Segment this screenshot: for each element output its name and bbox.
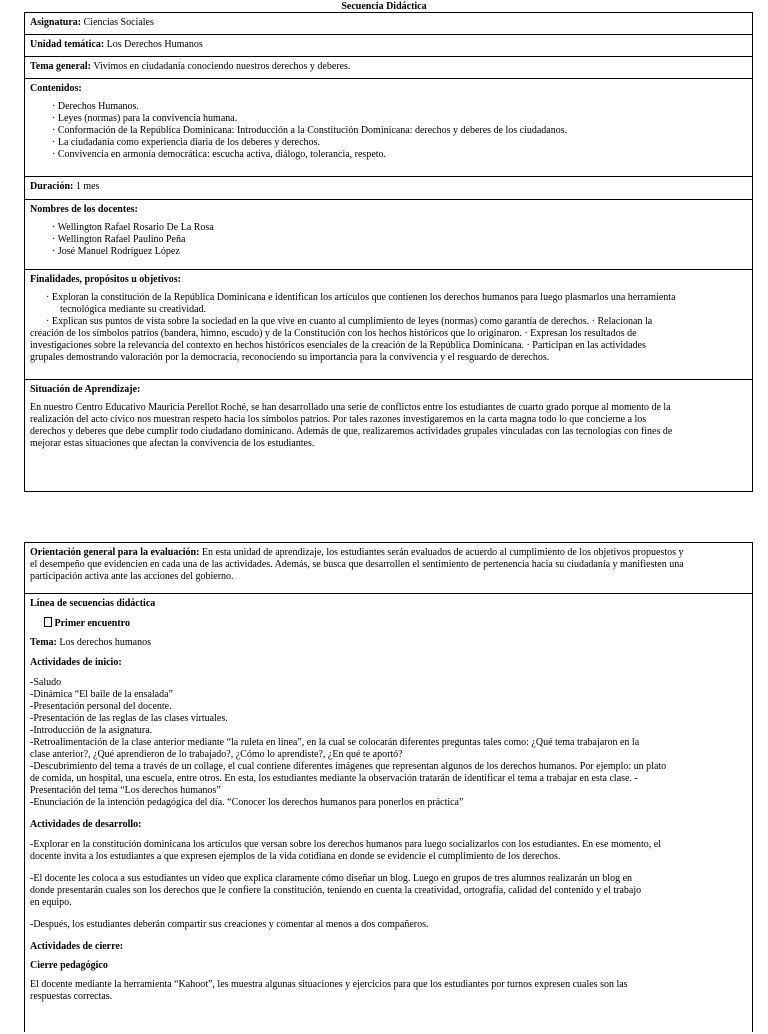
finalidades-line: tecnológica mediante su creatividad.	[60, 304, 207, 315]
list-item: · Wellington Rafael Rosario De La Rosa	[52, 222, 747, 234]
docentes-list	[30, 222, 747, 258]
docentes-label: Nombres de los docentes:	[30, 204, 138, 215]
orientacion-line: participación activa ante las acciones del gobierno.	[30, 571, 234, 582]
inicio-line: -Dinámica “El baile de la ensalada”	[30, 689, 173, 700]
checkbox-icon	[44, 617, 52, 627]
list-item: · Derechos Humanos.	[52, 101, 747, 113]
inicio-line: -Descubrimiento del tema a través de un collage, el cual contiene diferentes imágenes que representan algunos de los derechos humanos. Por ejemplo: un plato	[30, 761, 667, 772]
contenidos-list	[30, 101, 747, 161]
desarrollo-line: donde presentarán cuales son los derechos que le confiere la constitución, teniendo en cuenta la creatividad, ortografía, calidad del contenido y el trabajo	[30, 885, 642, 896]
asignatura-label: Asignatura:	[30, 17, 82, 28]
desarrollo-line: -El docente les coloca a sus estudiantes un video que explica claramente cómo diseñar un blog. Luego en grupos de tres alumnos realizarán un blog en	[30, 873, 633, 884]
desarrollo-line: -Después, los estudiantes deberán compartir sus creaciones y comentar al menos a dos compañeros.	[30, 919, 429, 930]
tema-general-value: Vivimos en ciudadanía conociendo nuestros derechos y deberes.	[91, 61, 351, 72]
orientacion-line	[30, 547, 747, 559]
asignatura-row	[25, 13, 752, 35]
finalidades-line: · Explican sus puntos de vista sobre la sociedad en la que vive en cuanto al cumplimiento de leyes (normas) como garantía de derechos. · Relacionan la	[46, 316, 653, 327]
encuentro-label: Primer encuentro	[52, 618, 130, 629]
list-item: · Leyes (normas) para la convivencia humana.	[52, 113, 747, 125]
duracion-value: 1 mes	[73, 181, 100, 192]
duracion-row	[25, 177, 752, 200]
inicio-label: Actividades de inicio:	[30, 657, 122, 668]
finalidades-label: Finalidades, propósitos u objetivos:	[30, 274, 181, 285]
finalidades-row	[25, 270, 752, 380]
list-item: · Conformación de la República Dominicana: Introducción a la Constitución Dominicana: derechos y deberes de los ciudadanos.	[52, 125, 747, 137]
inicio-line: -Enunciación de la intención pedagógica del día. “Conocer los derechos humanos para ponerlos en práctica”	[30, 797, 464, 808]
document-title: Secuencia Didáctica	[341, 1, 427, 12]
list-item: · José Manuel Rodríguez López	[52, 246, 747, 258]
situacion-line: realización del acto cívico nos muestran respeto hacia los símbolos patrios. Por tales razones investigaremos en la carta magna todo lo que concierne a los	[30, 414, 647, 425]
asignatura-value: Ciencias Sociales	[81, 17, 154, 28]
docentes-row	[25, 200, 752, 270]
situacion-line: En nuestro Centro Educativo Mauricia Perellot Roché, se han desarrollado una serie de conflictos entre los estudiantes de cuarto grado porque al momento de la	[30, 402, 671, 413]
desarrollo-line: -Explorar en la constitución dominicana los artículos que versan sobre los derechos humanos para luego socializarlos con los estudiantes. En ese momento, el	[30, 839, 661, 850]
contenidos-label: Contenidos:	[30, 83, 82, 94]
inicio-line: -Introducción de la asignatura.	[30, 725, 153, 736]
unidad-label: Unidad temática:	[30, 39, 105, 50]
finalidades-line: · Exploran la constitución de la República Dominicana e identifican los artículos que contienen los derechos humanos para luego plasmarlos una herramienta	[46, 292, 676, 303]
unidad-value: Los Derechos Humanos	[104, 39, 203, 50]
inicio-line: de comida, un hospital, una escuela, entre otros. En esta, los estudiantes mediante la observación tratarán de identificar el tema a trabajar en esta clase. -	[30, 773, 638, 784]
linea-label: Línea de secuencias didáctica	[30, 598, 156, 609]
tema-value: Los derechos humanos	[56, 637, 152, 648]
inicio-line: -Presentación de las reglas de las clases virtuales.	[30, 713, 228, 724]
tema-general-label: Tema general:	[30, 61, 92, 72]
orientacion-text: En esta unidad de aprendizaje, los estudiantes serán evaluados de acuerdo al cumplimiento de los objetivos propuestos y	[199, 547, 684, 558]
inicio-line: clase anterior?, ¿Qué aprendieron de lo trabajado?, ¿Cómo lo aprendiste?, ¿En qué te aportó?	[30, 749, 403, 760]
orientacion-label: Orientación general para la evaluación:	[30, 547, 200, 558]
inicio-line: Presentación del tema “Los derechos humanos”	[30, 785, 221, 796]
situacion-row	[25, 380, 752, 492]
orientacion-row	[25, 543, 752, 594]
tema-general-row	[25, 57, 752, 79]
orientacion-line: el desempeño que evidencien en cada una de las actividades. Además, se busca que desarrollen el sentimiento de pertenencia hacia su ciudadanía y manifiesten una	[30, 559, 684, 570]
cierre-pedagogico-label: Cierre pedagógico	[30, 960, 108, 971]
sequence-table-1	[24, 12, 753, 492]
contenidos-row	[25, 79, 752, 177]
situacion-line: mejorar estas situaciones que afectan la convivencia de los estudiantes.	[30, 438, 315, 449]
desarrollo-label: Actividades de desarrollo:	[30, 819, 142, 830]
situacion-line: derechos y deberes que debe cumplir todo ciudadano dominicano. Además de que, realizaremos actividades grupales vinculadas con las tecnologías con fines de	[30, 426, 673, 437]
inicio-line: -Retroalimentación de la clase anterior mediante “la ruleta en línea”, en la cual se colocarán diferentes preguntas tales como: ¿Qué tema trabajaron en la	[30, 737, 640, 748]
linea-secuencia-row	[25, 594, 752, 1034]
sequence-table-2	[24, 542, 753, 1032]
tema-label: Tema:	[30, 637, 57, 648]
list-item: · La ciudadanía como experiencia diaria de los deberes y derechos.	[52, 137, 747, 149]
desarrollo-line: docente invita a los estudiantes a que expresen ejemplos de la vida cotidiana en donde se evidencie el cumplimiento de los derechos.	[30, 851, 561, 862]
unidad-row	[25, 35, 752, 57]
finalidades-line: investigaciones sobre la relevancia del contexto en hechos históricos esenciales de la creación de la República Dominicana. · Participan en las actividades	[30, 340, 646, 351]
finalidades-line: creación de los símbolos patrios (bandera, himno, escudo) y de la Constitución con los hechos históricos que lo originaron. · Expresan los resultados de	[30, 328, 637, 339]
cierre-label: Actividades de cierre:	[30, 941, 124, 952]
inicio-line: -Presentación personal del docente.	[30, 701, 172, 712]
finalidades-line: grupales demostrando valoración por la democracia, reconociendo su importancia para la convivencia y el resguardo de derechos.	[30, 352, 550, 363]
cierre-line: respuestas correctas.	[30, 991, 113, 1002]
duracion-label: Duración:	[30, 181, 74, 192]
cierre-line: El docente mediante la herramienta “Kahoot”, les muestra algunas situaciones y ejercicios para que los estudiantes por turnos expresen cuales son las	[30, 979, 628, 990]
desarrollo-line: en equipo.	[30, 897, 72, 908]
inicio-line: -Saludo	[30, 677, 62, 688]
encuentro-heading	[30, 617, 747, 630]
list-item: · Convivencia en armonía democrática: escucha activa, diálogo, tolerancia, respeto.	[52, 149, 747, 161]
list-item: · Wellington Rafael Paulino Peña	[52, 234, 747, 246]
situacion-label: Situación de Aprendizaje:	[30, 384, 141, 395]
